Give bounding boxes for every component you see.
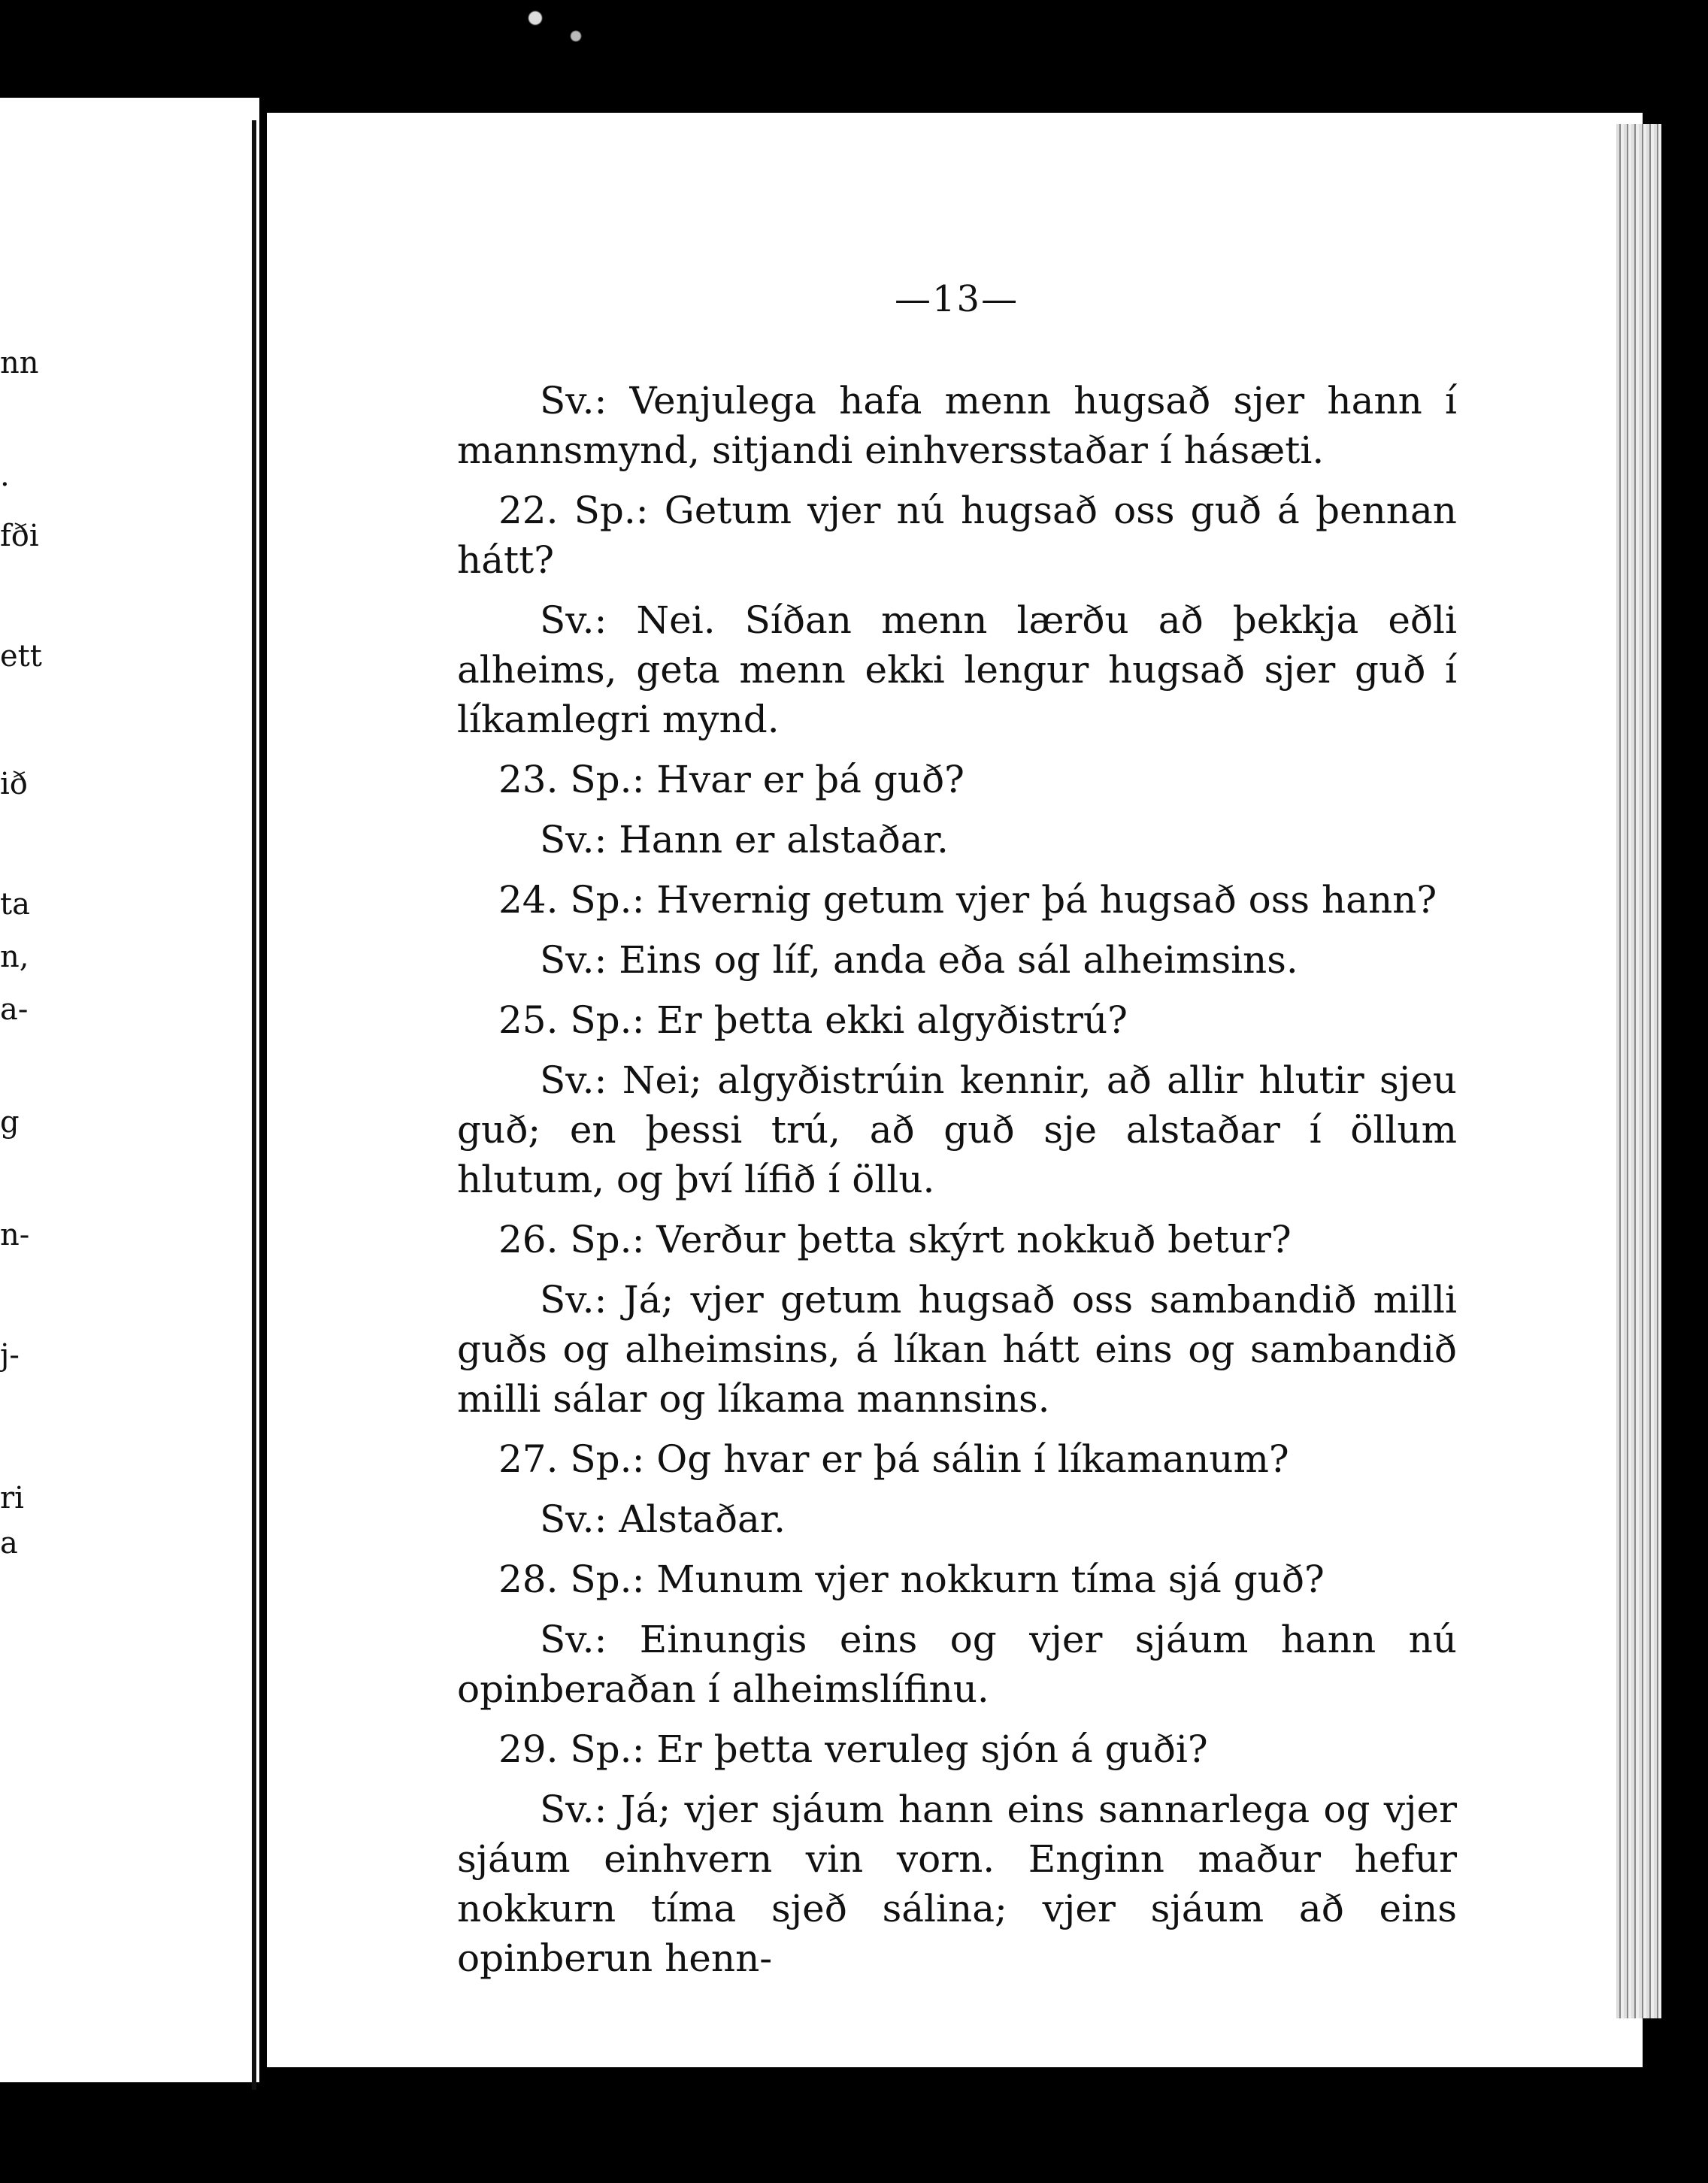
catechism-text bbox=[457, 376, 1457, 1994]
question-paragraph: 25. Sp.: Er þetta ekki algyðistrú? bbox=[498, 998, 1128, 1042]
answer-paragraph: Sv.: Já; vjer getum hugsað oss sambandið milli guðs og alheimsins, á líkan hátt eins og sambandið milli sálar og líkama mannsins. bbox=[457, 1278, 1457, 1421]
book-gutter bbox=[252, 120, 256, 2090]
question-paragraph: 29. Sp.: Er þetta veruleg sjón á guði? bbox=[498, 1727, 1208, 1771]
answer-paragraph: Sv.: Alstaðar. bbox=[540, 1497, 786, 1541]
left-fragment: . bbox=[0, 459, 10, 493]
left-fragment: n, bbox=[0, 940, 29, 974]
answer-paragraph: Sv.: Nei; algyðistrúin kennir, að allir hlutir sjeu guð; en þessi trú, að guð sje alstaðar í öllum hlutum, og því lífið í öllu. bbox=[457, 1058, 1457, 1201]
left-fragment: a bbox=[0, 1526, 18, 1561]
answer-paragraph: Sv.: Venjulega hafa menn hugsað sjer hann í mannsmynd, sitjandi einhversstaðar í hásæti. bbox=[457, 379, 1457, 472]
answer-paragraph: Sv.: Já; vjer sjáum hann eins sannarlega og vjer sjáum einhvern vin vorn. Enginn maður hefur nokkurn tíma sjeð sálina; vjer sjáum að eins opinberun henn- bbox=[457, 1788, 1457, 1980]
left-fragment: a- bbox=[0, 992, 29, 1027]
question-paragraph: 28. Sp.: Munum vjer nokkurn tíma sjá guð? bbox=[498, 1558, 1325, 1601]
left-fragment: ta bbox=[0, 887, 30, 922]
left-fragment: ið bbox=[0, 767, 28, 801]
scan-dust bbox=[481, 0, 616, 60]
question-paragraph: 27. Sp.: Og hvar er þá sálin í líkamanum? bbox=[498, 1437, 1289, 1481]
answer-paragraph: Sv.: Einungis eins og vjer sjáum hann nú opinberaðan í alheimslífinu. bbox=[457, 1618, 1457, 1711]
left-page-edge bbox=[0, 98, 259, 2082]
left-fragment: n- bbox=[0, 1218, 30, 1252]
question-paragraph: 26. Sp.: Verður þetta skýrt nokkuð betur? bbox=[498, 1218, 1292, 1261]
page-number: —13— bbox=[895, 278, 1019, 320]
answer-paragraph: Sv.: Hann er alstaðar. bbox=[540, 818, 949, 861]
answer-paragraph: Sv.: Eins og líf, anda eða sál alheimsins. bbox=[540, 938, 1298, 982]
question-paragraph: 24. Sp.: Hvernig getum vjer þá hugsað oss hann? bbox=[498, 878, 1437, 922]
page-edges bbox=[1616, 124, 1661, 2018]
left-fragment: ett bbox=[0, 639, 42, 674]
question-paragraph: 23. Sp.: Hvar er þá guð? bbox=[498, 758, 965, 801]
left-fragment: nn bbox=[0, 346, 39, 380]
left-fragment: j- bbox=[0, 1338, 20, 1373]
left-fragment: fði bbox=[0, 519, 39, 553]
answer-paragraph: Sv.: Nei. Síðan menn lærðu að þekkja eðli alheims, geta menn ekki lengur hugsað sjer guð í líkamlegri mynd. bbox=[457, 598, 1457, 741]
left-fragment: g bbox=[0, 1105, 20, 1140]
question-paragraph: 22. Sp.: Getum vjer nú hugsað oss guð á þennan hátt? bbox=[457, 489, 1457, 582]
left-fragment: ri bbox=[0, 1481, 24, 1515]
